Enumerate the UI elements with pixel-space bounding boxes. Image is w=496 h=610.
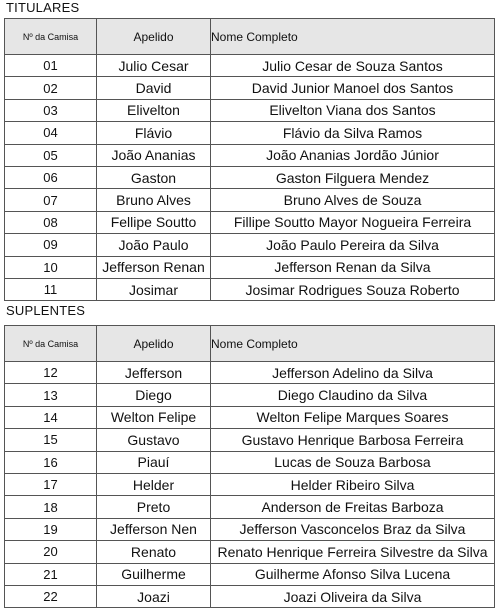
cell-fullname: Diego Claudino da Silva [211,384,495,406]
cell-number: 09 [5,234,97,256]
cell-fullname: Jefferson Adelino da Silva [211,362,495,384]
suplentes-table [4,325,495,608]
cell-fullname: Fillipe Soutto Mayor Nogueira Ferreira [211,211,495,233]
cell-nickname: Jefferson Nen [97,518,211,540]
cell-nickname: Gustavo [97,429,211,451]
cell-nickname: João Ananias [97,144,211,166]
table-row [5,406,495,428]
header-fullname: Nome Completo [211,326,495,362]
cell-fullname: Gustavo Henrique Barbosa Ferreira [211,429,495,451]
table-row [5,518,495,540]
cell-number: 17 [5,473,97,495]
table-row [5,211,495,233]
cell-number: 19 [5,518,97,540]
header-nickname: Apelido [97,19,211,55]
cell-fullname: João Paulo Pereira da Silva [211,234,495,256]
cell-fullname: Elivelton Viana dos Santos [211,99,495,121]
section-title-suplentes: SUPLENTES [6,303,86,318]
table-row [5,99,495,121]
cell-fullname: Helder Ribeiro Silva [211,473,495,495]
cell-fullname: Julio Cesar de Souza Santos [211,55,495,77]
cell-nickname: Julio Cesar [97,55,211,77]
cell-fullname: Josimar Rodrigues Souza Roberto [211,278,495,300]
cell-nickname: Fellipe Soutto [97,211,211,233]
table-row [5,234,495,256]
cell-nickname: Joazi [97,585,211,607]
cell-number: 06 [5,166,97,188]
header-number: Nº da Camisa [5,326,97,362]
cell-nickname: Welton Felipe [97,406,211,428]
cell-number: 14 [5,406,97,428]
table-row [5,429,495,451]
cell-number: 18 [5,496,97,518]
cell-number: 15 [5,429,97,451]
table-row [5,166,495,188]
cell-fullname: Anderson de Freitas Barboza [211,496,495,518]
table-row [5,256,495,278]
table-row [5,278,495,300]
table-row [5,55,495,77]
table-row [5,384,495,406]
cell-nickname: Jefferson [97,362,211,384]
table-row [5,77,495,99]
cell-number: 08 [5,211,97,233]
cell-nickname: Josimar [97,278,211,300]
cell-number: 04 [5,122,97,144]
cell-nickname: Renato [97,541,211,563]
cell-number: 11 [5,278,97,300]
cell-number: 01 [5,55,97,77]
cell-nickname: Bruno Alves [97,189,211,211]
cell-number: 02 [5,77,97,99]
cell-number: 20 [5,541,97,563]
cell-nickname: Jefferson Renan [97,256,211,278]
table-row [5,585,495,607]
cell-fullname: Guilherme Afonso Silva Lucena [211,563,495,585]
cell-nickname: Piauí [97,451,211,473]
cell-fullname: Flávio da Silva Ramos [211,122,495,144]
cell-fullname: Joazi Oliveira da Silva [211,585,495,607]
header-nickname: Apelido [97,326,211,362]
cell-nickname: Diego [97,384,211,406]
cell-number: 07 [5,189,97,211]
cell-number: 12 [5,362,97,384]
table-header-row [5,326,495,362]
table-row [5,362,495,384]
cell-fullname: David Junior Manoel dos Santos [211,77,495,99]
cell-number: 22 [5,585,97,607]
cell-fullname: Gaston Filguera Mendez [211,166,495,188]
cell-nickname: David [97,77,211,99]
table-row [5,563,495,585]
header-fullname: Nome Completo [211,19,495,55]
cell-fullname: João Ananias Jordão Júnior [211,144,495,166]
cell-nickname: Preto [97,496,211,518]
cell-number: 03 [5,99,97,121]
cell-number: 21 [5,563,97,585]
table-row [5,122,495,144]
cell-fullname: Jefferson Vasconcelos Braz da Silva [211,518,495,540]
cell-nickname: Flávio [97,122,211,144]
cell-fullname: Jefferson Renan da Silva [211,256,495,278]
table-row [5,541,495,563]
table-row [5,496,495,518]
cell-fullname: Renato Henrique Ferreira Silvestre da Silva [211,541,495,563]
cell-fullname: Bruno Alves de Souza [211,189,495,211]
titulares-table [4,18,495,301]
cell-fullname: Welton Felipe Marques Soares [211,406,495,428]
cell-nickname: Elivelton [97,99,211,121]
table-row [5,451,495,473]
cell-number: 13 [5,384,97,406]
table-row [5,144,495,166]
header-number: Nº da Camisa [5,19,97,55]
cell-number: 16 [5,451,97,473]
cell-nickname: João Paulo [97,234,211,256]
section-title-titulares: TITULARES [6,0,80,15]
cell-number: 10 [5,256,97,278]
cell-fullname: Lucas de Souza Barbosa [211,451,495,473]
table-row [5,473,495,495]
cell-nickname: Guilherme [97,563,211,585]
cell-nickname: Helder [97,473,211,495]
cell-number: 05 [5,144,97,166]
table-row [5,189,495,211]
table-header-row [5,19,495,55]
cell-nickname: Gaston [97,166,211,188]
